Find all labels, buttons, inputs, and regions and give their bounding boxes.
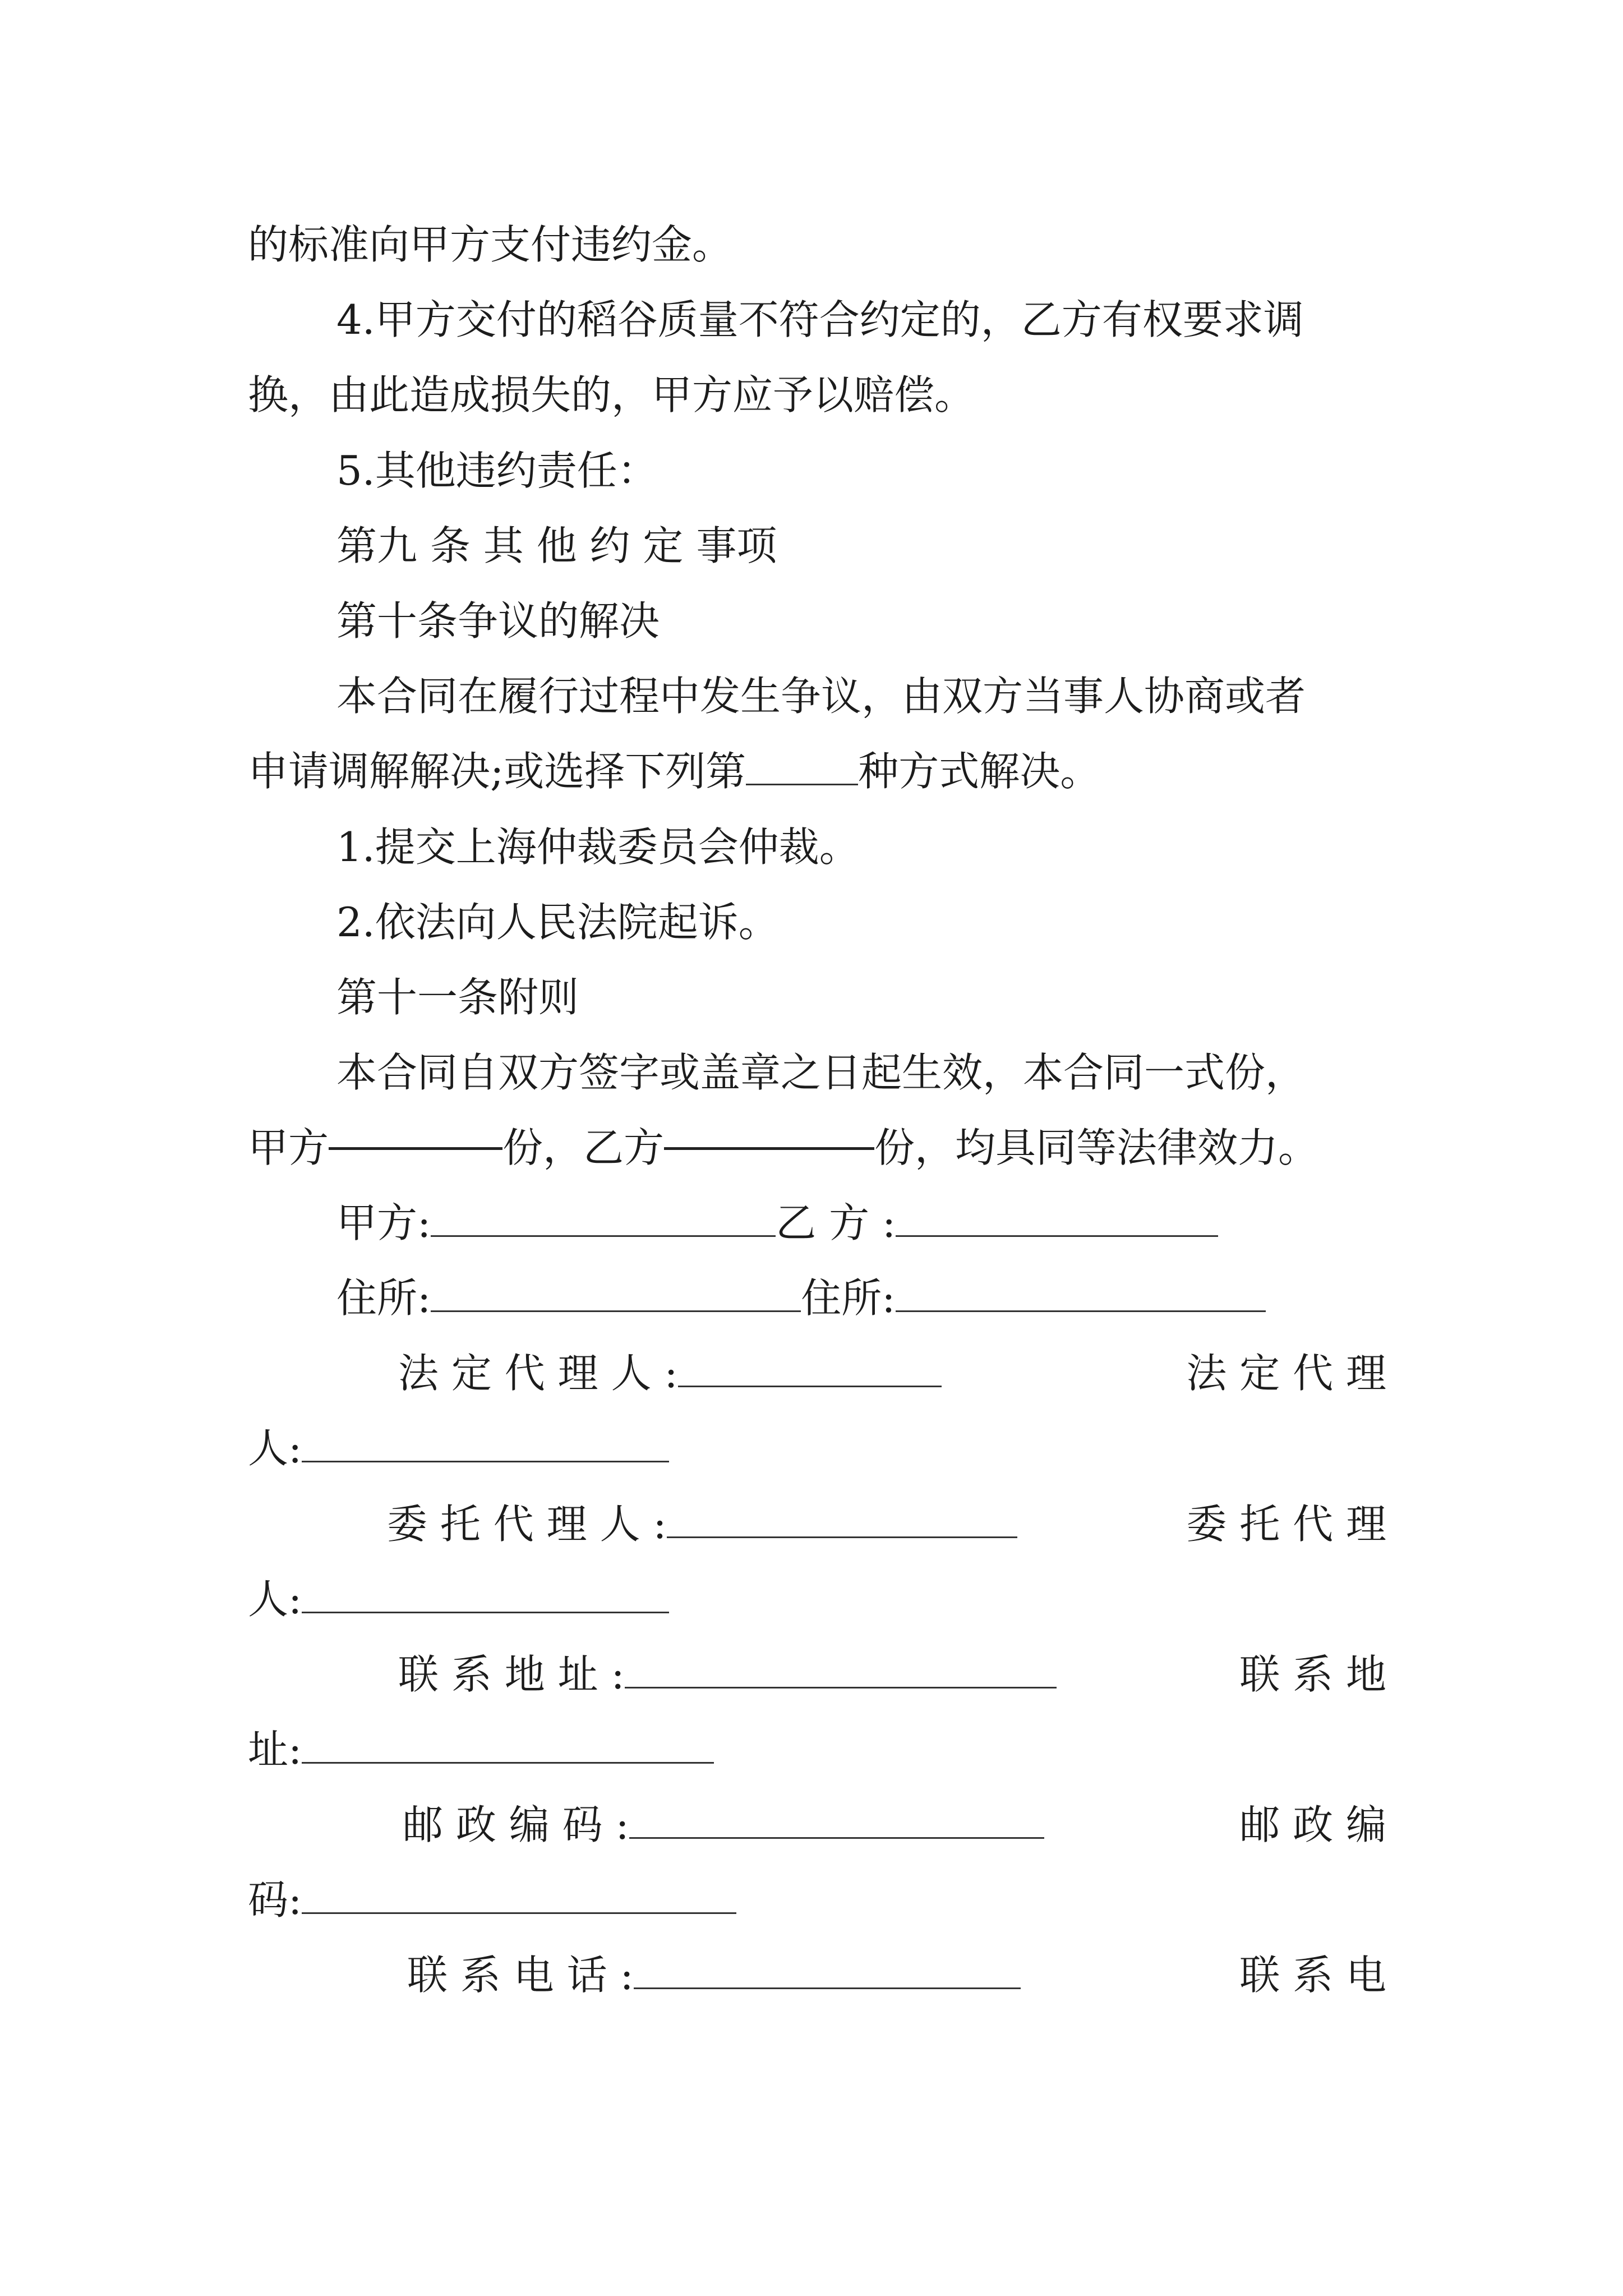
postcode-b-label-end: 码: xyxy=(248,1876,302,1924)
dispute-text-a: 申请调解解决;或选择下列第 xyxy=(248,748,746,795)
postcode-a-blank xyxy=(629,1837,1044,1839)
agent-b-label: 委 托 代 理 xyxy=(1186,1501,1386,1548)
contact-address-row xyxy=(398,1646,1386,1703)
phone-a-blank xyxy=(634,1987,1021,1989)
agent-continued xyxy=(248,1571,1386,1627)
phone-b-label: 联 系 电 xyxy=(1239,1952,1386,1999)
dispute-text-b: 种方式解决。 xyxy=(858,748,1101,795)
contact-address-a-blank xyxy=(625,1686,1057,1688)
postcode-b-label: 邮 政 编 xyxy=(1239,1801,1386,1848)
address-b-label: 住所: xyxy=(801,1274,896,1322)
legal-rep-row xyxy=(398,1345,1386,1401)
agent-b-blank xyxy=(302,1611,669,1613)
signature-parties-row xyxy=(336,1195,1386,1251)
clause-5: 5.其他违约责任： xyxy=(336,447,658,494)
postcode-continued xyxy=(248,1872,1386,1928)
phone-a-label: 联 系 电 话 : xyxy=(407,1952,634,1999)
clause-4-line-2: 换，由此造成损失的，甲方应予以赔偿。 xyxy=(248,371,975,418)
effect-text-b: 份，乙方 xyxy=(502,1124,665,1171)
party-b-blank xyxy=(896,1235,1218,1237)
copies-dash-b xyxy=(664,1147,874,1150)
contact-address-a-label: 联 系 地 址 : xyxy=(398,1651,625,1698)
effect-paragraph-line-2 xyxy=(248,1120,1386,1176)
choice-blank xyxy=(746,783,858,785)
postcode-a-label: 邮 政 编 码 : xyxy=(403,1801,629,1848)
agent-a-blank xyxy=(667,1536,1017,1538)
agent-b-label-end: 人: xyxy=(248,1576,302,1623)
copies-dash-a xyxy=(329,1147,502,1150)
paragraph-line: 的标准向甲方支付违约金。 xyxy=(248,221,733,268)
article-11-heading: 第十一条附则 xyxy=(336,974,579,1021)
contact-address-b-blank xyxy=(302,1761,714,1764)
clause-4-line-1: 4.甲方交付的稻谷质量不符合约定的，乙方有权要求调 xyxy=(336,296,1304,343)
option-1: 1.提交上海仲裁委员会仲裁。 xyxy=(336,823,860,871)
article-10-heading: 第十条争议的解决 xyxy=(336,597,660,645)
legal-rep-a-blank xyxy=(678,1385,942,1387)
legal-rep-a-label: 法 定 代 理 人 : xyxy=(398,1350,678,1397)
party-b-label: 乙 方 : xyxy=(776,1199,896,1246)
dispute-paragraph-line-1: 本合同在履行过程中发生争议，由双方当事人协商或者 xyxy=(336,673,1306,720)
option-2: 2.依法向人民法院起诉。 xyxy=(336,899,779,946)
address-a-label: 住所: xyxy=(336,1274,431,1322)
contact-address-b-label: 联 系 地 xyxy=(1239,1651,1386,1698)
legal-rep-b-label: 法 定 代 理 xyxy=(1186,1350,1386,1397)
effect-paragraph-line-1: 本合同自双方签字或盖章之日起生效，本合同一式份， xyxy=(336,1049,1306,1096)
effect-text-a: 甲方 xyxy=(248,1124,329,1171)
legal-rep-b-label-end: 人: xyxy=(248,1425,302,1472)
dispute-paragraph-line-2 xyxy=(248,743,1386,799)
effect-text-c: 份，均具同等法律效力。 xyxy=(874,1124,1319,1171)
agent-a-label: 委 托 代 理 人 : xyxy=(387,1501,667,1548)
contact-address-continued xyxy=(248,1722,1386,1778)
party-a-blank xyxy=(431,1235,776,1237)
address-a-blank xyxy=(431,1310,801,1312)
contact-address-b-label-end: 址: xyxy=(248,1726,302,1773)
signature-address-row xyxy=(336,1270,1386,1326)
party-a-label: 甲方: xyxy=(336,1199,431,1246)
address-b-blank xyxy=(896,1310,1266,1312)
postcode-row xyxy=(403,1797,1386,1853)
legal-rep-b-blank xyxy=(302,1460,669,1462)
agent-row xyxy=(387,1496,1386,1552)
article-9-heading: 第九 条 其 他 约 定 事项 xyxy=(336,522,777,569)
phone-row xyxy=(407,1947,1386,2003)
postcode-b-blank xyxy=(302,1912,736,1914)
legal-rep-continued xyxy=(248,1420,1386,1476)
